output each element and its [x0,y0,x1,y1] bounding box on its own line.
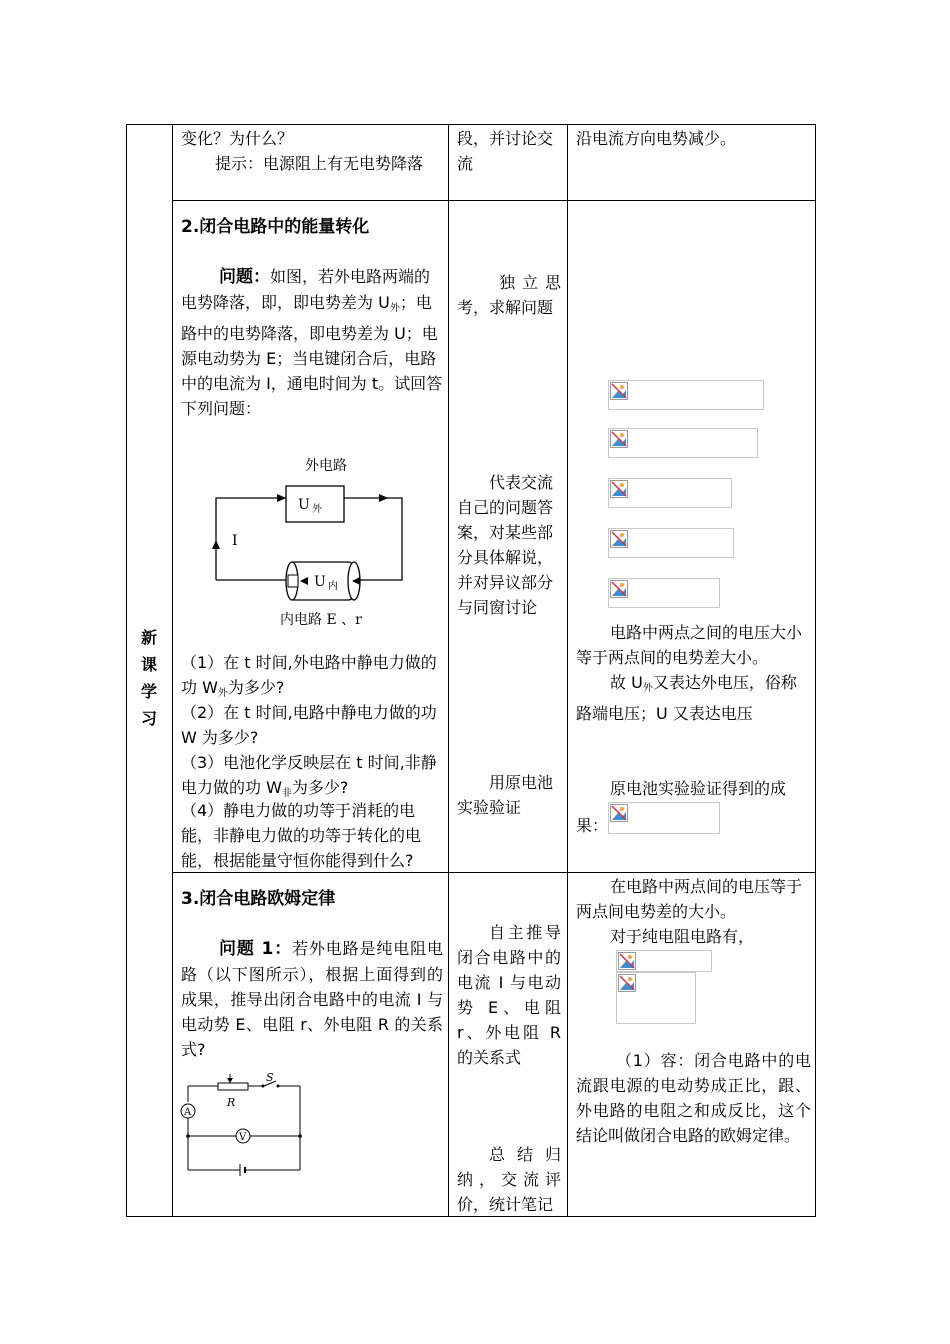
q1-text-a: （1）在 t 时间,外电路中静电力做的功 W [181,653,437,697]
ohm-circuit-diagram [178,1070,308,1180]
col-divider-2 [448,124,449,1217]
question1-text: 若外电路是纯电阻电路（以下图所示），根据上面得到的成果，推导出闭合电路中的电流 I 与电动势 E、电阻 r、外电阻 R 的关系式? [181,939,443,1059]
note-sub: 外 [642,683,653,694]
broken-image-icon [610,804,628,822]
q1-sub: 外 [217,688,228,699]
table-left-border [126,124,127,1217]
note-text-b: 又表达外电压，俗称路端电压；U 又表达电压 [576,673,797,723]
broken-image-icon [610,430,628,448]
ohm-formula-image-1 [616,950,712,972]
row1-text-1: 变化？为什么？ [181,129,294,148]
question-2: （2）在 t 时间,电路中静电力做的功 W 为多少? [181,703,437,747]
outer-box-sub: 外 [312,504,322,515]
side-label: 新课学习 [140,628,157,728]
section3-note-pure: 对于纯电阻电路有， [610,927,755,946]
section3-note-voltage: 在电路中两点间的电压等于两点间电势差的大小。 [576,877,803,921]
broken-image-icon [618,974,636,992]
table-top-border [126,124,816,125]
row1-bottom-border [172,200,816,201]
broken-image-icon [618,952,636,970]
table-right-border [815,124,816,1217]
broken-image-icon [610,530,628,548]
q3-text-b: 为多少? [291,778,349,797]
ohm-law-statement: （1）容：闭合电路中的电流跟电源的电动势成正比，跟、外电路的电阻之和成反比，这个结论叫做闭合电路的欧姆定律。 [576,1051,811,1145]
broken-image-icon [610,580,628,598]
formula-image-5 [608,578,720,608]
ohm-formula-image-2 [616,972,696,1024]
resistor-label: R [227,1096,236,1109]
question-text-b: ；电路中的电势降落，即电势差为 U；电源电动势为 E；当电键闭合后，电路中的电流为 I，通电时间为 t。试回答下列问题： [181,293,443,418]
q3-text-a: （3）电池化学反映层在 t 时间,非静电力做的功 W [181,753,437,797]
section2-question [181,264,443,421]
current-label: I [232,533,238,549]
voltmeter-label: V [239,1132,247,1143]
note-text-a: 故 U [610,673,643,692]
col-divider-3 [567,124,568,1217]
formula-image-1 [608,380,764,410]
broken-image-icon [610,382,628,400]
formula-image-3 [608,478,732,508]
inner-box-sub: 内 [328,581,338,592]
switch-label: S [266,1071,274,1084]
row1-activity: 段，并讨论交流 [457,129,554,173]
section2-note-result: 原电池实验验证得到的成果： [576,779,787,835]
outer-box-label: U [298,497,310,513]
q3-sub: 非 [281,788,292,799]
section2-activity-1: 独立思考，求解问题 [457,273,561,317]
section2-note-voltage: 电路中两点之间的电压大小等于两点间的电势差大小。 [576,623,803,667]
question-text-a: 如图，若外电路两端的电势降落，即，即电势差为 U [181,267,431,312]
col-divider-1 [172,124,173,1217]
question-sub: 外 [389,303,400,314]
section3-activity-2: 总结归纳，交流评价，统计笔记 [457,1145,561,1214]
inner-circuit-caption: 内电路 E 、r [280,612,362,628]
outer-circuit-label: 外电路 [305,458,347,474]
row1-note: 沿电流方向电势减少。 [576,129,737,148]
section2-activity-3: 用原电池实验验证 [457,773,554,817]
section2-note-terminal [576,670,811,726]
section3-title: 3.闭合电路欧姆定律 [181,889,336,909]
section2-activity-2: 代表交流自己的问题答案，对某些部分具体解说，并对异议部分与同窗讨论 [457,473,554,617]
formula-image-2 [608,428,758,458]
question-4: （4）静电力做的功等于消耗的电能，非静电力做的功等于转化的电能，根据能量守恒你能得到什么? [181,801,422,870]
q1-text-b: 为多少? [227,678,285,697]
row1-hint: 提示：电源阻上有无电势降落 [215,154,424,173]
section3-activity-1: 自主推导闭合电路中的电流 I 与电动势 E、电阻 r、外电阻 R 的关系式 [457,923,561,1067]
question1-label: 问题 1： [219,939,293,959]
inner-box-label: U [314,574,326,590]
section2-title: 2.闭合电路中的能量转化 [181,217,370,237]
result-formula-image [608,802,720,834]
question-label: 问题： [219,267,270,287]
ammeter-label: A [184,1107,192,1118]
question-1 [181,650,443,706]
formula-image-4 [608,528,734,558]
section3-question [181,936,443,1062]
broken-image-icon [610,480,628,498]
